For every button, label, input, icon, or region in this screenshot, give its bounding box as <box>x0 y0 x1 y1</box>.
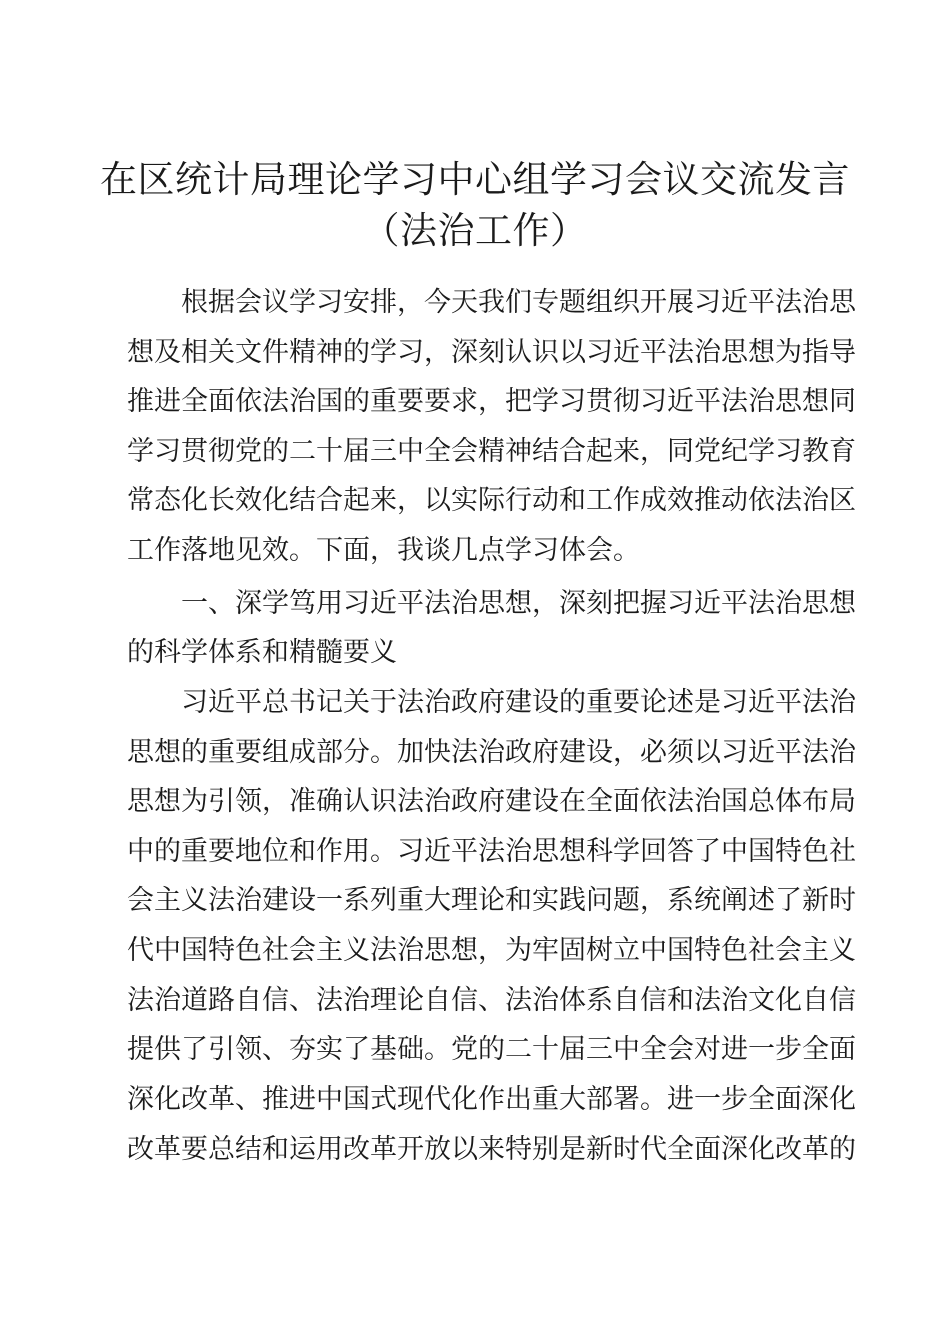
paragraph-line: 代中国特色社会主义法治思想，为牢固树立中国特色社会主义 <box>127 935 856 966</box>
paragraph-line: 习近平总书记关于法治政府建设的重要论述是习近平法治 <box>181 687 856 718</box>
paragraph-line: 深化改革、推进中国式现代化作出重大部署。进一步全面深化 <box>127 1084 856 1115</box>
paragraph-line: 常态化长效化结合起来，以实际行动和工作成效推动依法治区 <box>127 485 856 516</box>
paragraph-line: 改革要总结和运用改革开放以来特别是新时代全面深化改革的 <box>127 1134 856 1165</box>
section-heading: 一、深学笃用习近平法治思想，深刻把握习近平法治思想 <box>181 588 856 619</box>
paragraph-line: 想及相关文件精神的学习，深刻认识以习近平法治思想为指导 <box>127 337 856 368</box>
paragraph-line: 法治道路自信、法治理论自信、法治体系自信和法治文化自信 <box>127 985 856 1016</box>
paragraph-line: 思想的重要组成部分。加快法治政府建设，必须以习近平法治 <box>127 737 856 768</box>
paragraph-line: 思想为引领，准确认识法治政府建设在全面依法治国总体布局 <box>127 786 856 817</box>
paragraph-line: 推进全面依法治国的重要要求，把学习贯彻习近平法治思想同 <box>127 386 856 417</box>
paragraph-line: 会主义法治建设一系列重大理论和实践问题，系统阐述了新时 <box>127 885 856 916</box>
document-subtitle: （法治工作） <box>362 209 588 252</box>
paragraph-line: 中的重要地位和作用。习近平法治思想科学回答了中国特色社 <box>127 836 856 867</box>
paragraph-line: 根据会议学习安排，今天我们专题组织开展习近平法治思 <box>181 287 856 318</box>
paragraph-line: 提供了引领、夯实了基础。党的二十届三中全会对进一步全面 <box>127 1034 856 1065</box>
section-heading: 的科学体系和精髓要义 <box>127 637 397 668</box>
document-title: 在区统计局理论学习中心组学习会议交流发言 <box>100 158 850 201</box>
paragraph-line: 学习贯彻党的二十届三中全会精神结合起来，同党纪学习教育 <box>127 436 856 467</box>
paragraph-line: 工作落地见效。下面，我谈几点学习体会。 <box>127 535 640 566</box>
